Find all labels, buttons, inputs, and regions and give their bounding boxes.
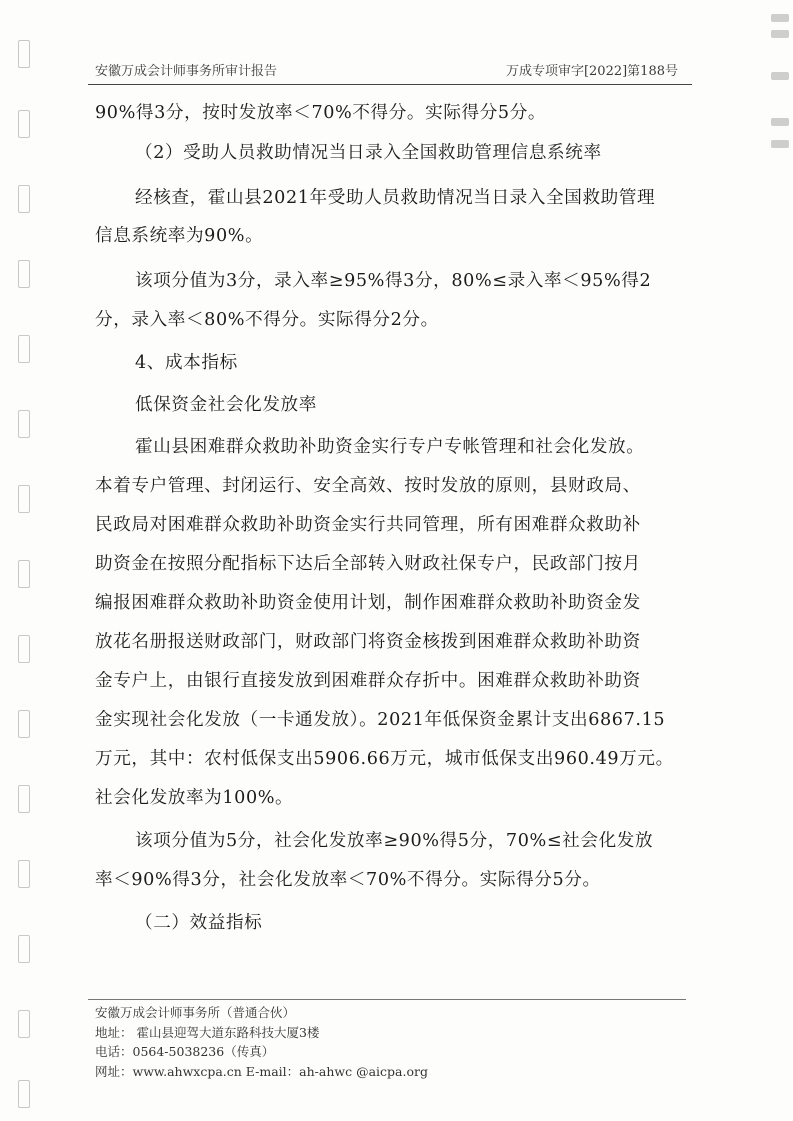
body-line: 社会化发放率为100%。 xyxy=(95,788,294,808)
binding-hole xyxy=(18,335,30,363)
binding-hole xyxy=(18,560,30,588)
binding-hole xyxy=(18,410,30,438)
body-line: 金实现社会化发放（一卡通发放）。2021年低保资金累计支出6867.15 xyxy=(95,710,666,730)
binding-hole xyxy=(18,40,30,68)
body-line: 万元，其中：农村低保支出5906.66万元，城市低保支出960.49万元。 xyxy=(95,749,674,769)
body-line: 信息系统率为90%。 xyxy=(95,226,264,246)
binding-hole xyxy=(18,1010,30,1038)
binding-hole xyxy=(18,485,30,513)
body-line: 金专户上，由银行直接发放到困难群众存折中。困难群众救助补助资 xyxy=(95,671,641,691)
header-divider xyxy=(88,84,692,85)
stamp-edge-marks xyxy=(763,0,793,160)
body-line: 该项分值为5分，社会化发放率≥90%得5分，70%≤社会化发放 xyxy=(135,831,654,851)
section-heading: （二）效益指标 xyxy=(135,913,263,933)
section-heading: 4、成本指标 xyxy=(135,353,238,373)
body-line: 经核查，霍山县2021年受助人员救助情况当日录入全国救助管理 xyxy=(135,188,656,208)
binding-hole xyxy=(18,1080,30,1108)
binding-hole xyxy=(18,860,30,888)
body-line: 助资金在按照分配指标下达后全部转入财政社保专户，民政部门按月 xyxy=(95,554,641,574)
binding-hole xyxy=(18,110,30,138)
header-firm-title: 安徽万成会计师事务所审计报告 xyxy=(95,64,278,79)
body-line: 分，录入率＜80%不得分。实际得分2分。 xyxy=(95,310,439,330)
footer-phone: 电话：0564-5038236（传真） xyxy=(95,1044,275,1059)
binding-hole xyxy=(18,935,30,963)
footer-web: 网址：www.ahwxcpa.cn E-mail：ah-ahwc @aicpa.org xyxy=(95,1063,428,1079)
body-line: 率＜90%得3分，社会化发放率＜70%不得分。实际得分5分。 xyxy=(95,870,601,890)
body-line: 90%得3分，按时发放率＜70%不得分。实际得分5分。 xyxy=(95,103,547,123)
binding-hole xyxy=(18,785,30,813)
binding-hole xyxy=(18,260,30,288)
binding-hole xyxy=(18,185,30,213)
binding-hole xyxy=(18,635,30,663)
body-line: 民政局对困难群众救助补助资金实行共同管理，所有困难群众救助补 xyxy=(95,515,641,535)
page-header xyxy=(95,60,678,79)
binding-hole xyxy=(18,710,30,738)
section-heading: （2）受助人员救助情况当日录入全国救助管理信息系统率 xyxy=(135,143,602,163)
header-report-number: 万成专项审字[2022]第188号 xyxy=(505,64,678,79)
section-heading: 低保资金社会化发放率 xyxy=(135,395,317,415)
footer-address: 地址： 霍山县迎驾大道东路科技大厦3楼 xyxy=(95,1024,320,1040)
footer-divider xyxy=(88,999,686,1000)
body-line: 该项分值为3分，录入率≥95%得3分，80%≤录入率＜95%得2 xyxy=(135,271,652,291)
binding-holes xyxy=(0,0,40,1121)
body-line: 本着专户管理、封闭运行、安全高效、按时发放的原则，县财政局、 xyxy=(95,476,641,496)
body-line: 放花名册报送财政部门，财政部门将资金核拨到困难群众救助补助资 xyxy=(95,632,641,652)
body-line: 编报困难群众救助补助资金使用计划，制作困难群众救助补助资金发 xyxy=(95,593,641,613)
body-line: 霍山县困难群众救助补助资金实行专户专帐管理和社会化发放。 xyxy=(135,437,645,457)
footer-firm: 安徽万成会计师事务所（普通合伙） xyxy=(95,1005,296,1020)
page-footer xyxy=(95,1003,428,1081)
